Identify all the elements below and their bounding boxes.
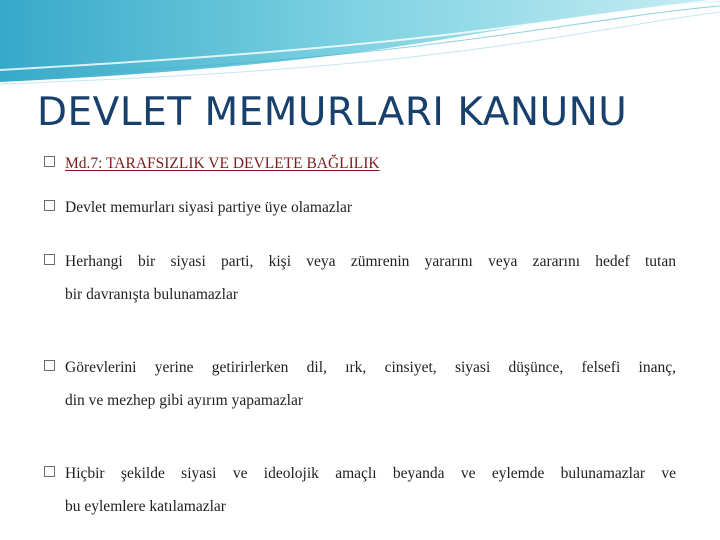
bullet-item <box>44 463 676 518</box>
bullet-text: Herhangi bir siyasi parti, kişi veya zümrenin yararını veya zararını hedef tutan <box>65 253 676 270</box>
section-heading: Md.7: TARAFSIZLIK VE DEVLETE BAĞLILIK <box>65 155 380 172</box>
bullet-item-heading <box>44 153 676 175</box>
bullet-item <box>44 197 676 219</box>
square-bullet-icon <box>44 156 55 167</box>
bullet-text: Devlet memurları siyasi partiye üye olamazlar <box>65 199 353 216</box>
slide-title: DEVLET MEMURLARI KANUNU <box>37 90 628 135</box>
square-bullet-icon <box>44 466 55 477</box>
bullet-item <box>44 251 676 306</box>
square-bullet-icon <box>44 200 55 211</box>
bullet-text-continued: bir davranışta bulunamazlar <box>65 286 239 303</box>
square-bullet-icon <box>44 360 55 371</box>
bullet-text: Hiçbir şekilde siyasi ve ideolojik amaçlı beyanda ve eylemde bulunamazlar ve <box>65 465 676 482</box>
bullet-text-continued: bu eylemlere katılamazlar <box>65 498 226 515</box>
square-bullet-icon <box>44 254 55 265</box>
bullet-text: Görevlerini yerine getirirlerken dil, ırk, cinsiyet, siyasi düşünce, felsefi inanç, <box>65 359 676 376</box>
bullet-text-continued: din ve mezhep gibi ayırım yapamazlar <box>65 392 304 409</box>
bullet-item <box>44 357 676 412</box>
